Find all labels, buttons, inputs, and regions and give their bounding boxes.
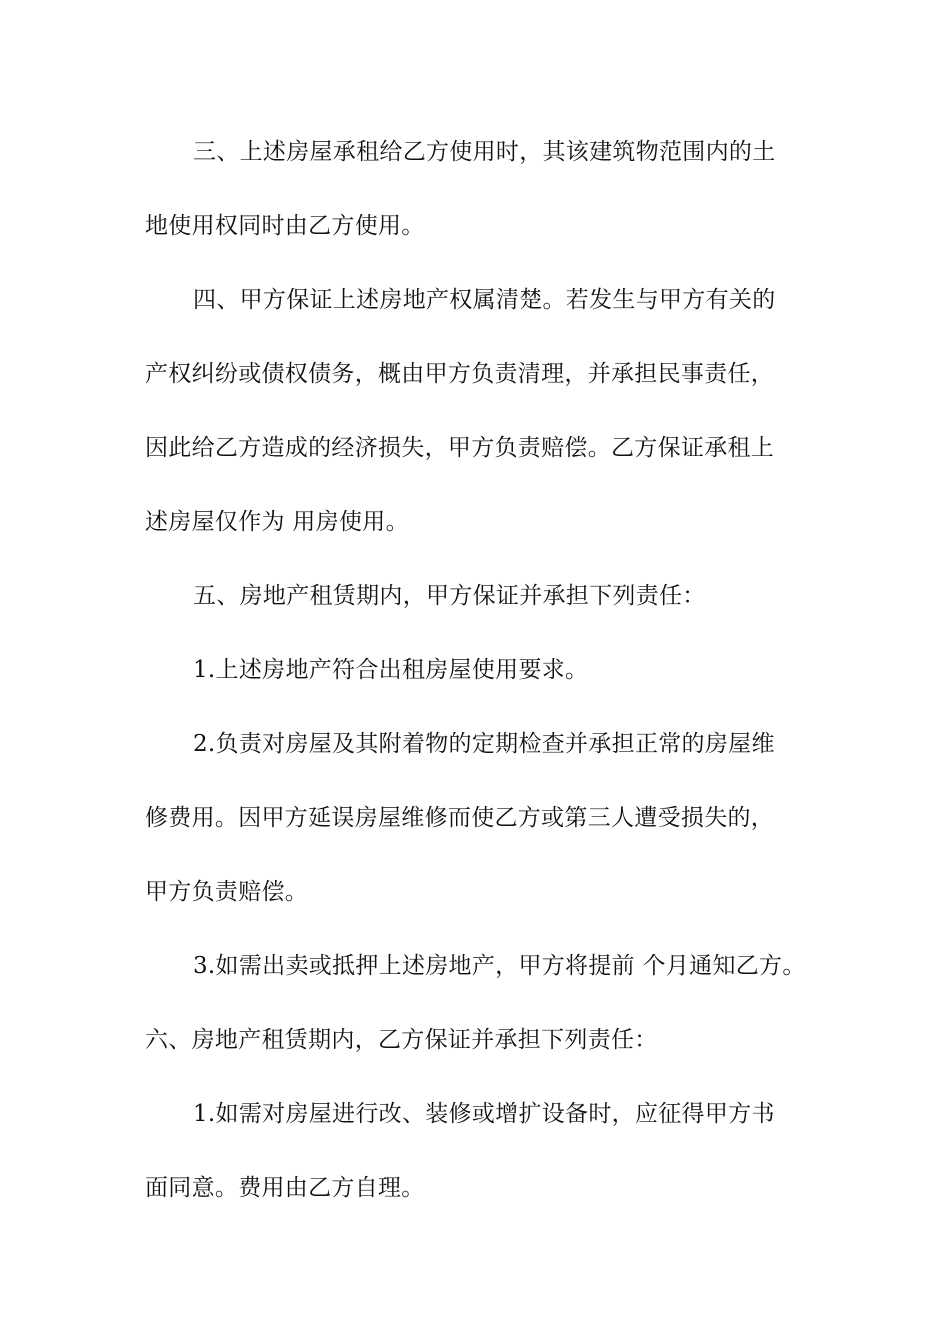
clause-4-line-1: 四、甲方保证上述房地产权属清楚。若发生与甲方有关的 (193, 287, 776, 313)
clause-5-item-2-line-3: 甲方负责赔偿。 (145, 879, 309, 905)
clause-4-line-4: 述房屋仅作为 用房使用。 (145, 509, 409, 535)
clause-3-line-2: 地使用权同时由乙方使用。 (145, 213, 425, 239)
clause-5-item-2-line-1: 2.负责对房屋及其附着物的定期检查并承担正常的房屋维 (193, 731, 775, 757)
clause-6-heading: 六、房地产租赁期内，乙方保证并承担下列责任： (145, 1027, 658, 1053)
clause-5-item-3: 3.如需出卖或抵押上述房地产，甲方将提前 个月通知乙方。 (193, 953, 806, 979)
clause-4-line-3: 因此给乙方造成的经济损失，甲方负责赔偿。乙方保证承租上 (145, 435, 775, 461)
clause-5-item-2-line-2: 修费用。因甲方延误房屋维修而使乙方或第三人遭受损失的， (145, 805, 775, 831)
clause-6-item-1-line-1: 1.如需对房屋进行改、装修或增扩设备时，应征得甲方书 (193, 1101, 775, 1127)
clause-3-line-1: 三、上述房屋承租给乙方使用时，其该建筑物范围内的土 (193, 139, 776, 165)
clause-5-heading: 五、房地产租赁期内，甲方保证并承担下列责任： (193, 583, 706, 609)
clause-5-item-1: 1.上述房地产符合出租房屋使用要求。 (193, 657, 589, 683)
clause-4-line-2: 产权纠纷或债权债务，概由甲方负责清理，并承担民事责任， (145, 361, 775, 387)
clause-6-item-1-line-2: 面同意。费用由乙方自理。 (145, 1175, 425, 1201)
